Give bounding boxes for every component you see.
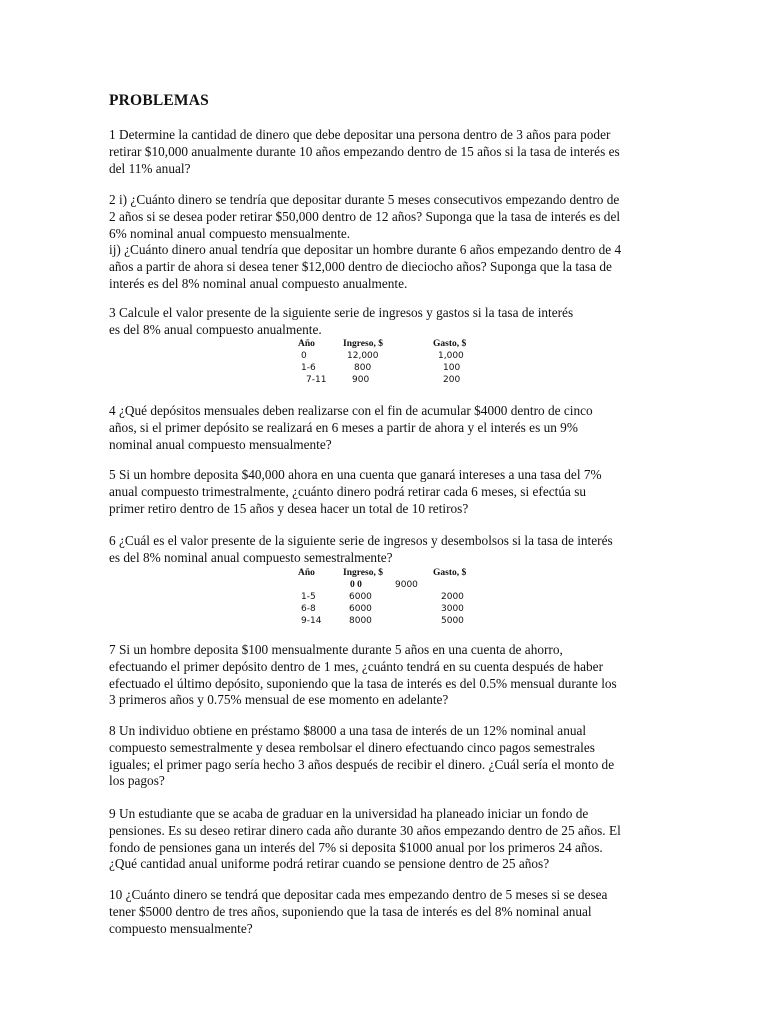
- table-cell: 6-8: [301, 604, 316, 614]
- problem-5: [109, 467, 669, 517]
- problem-4-line: años, si el primer depósito se realizará en 6 meses a partir de ahora y el interés es un 9%: [109, 419, 578, 435]
- problem-5-line: anual compuesto trimestralmente, ¿cuánto dinero podrá retirar cada 6 meses, si efectúa su: [109, 483, 587, 499]
- table-cell: 7-11: [306, 375, 327, 385]
- table-cell: 100: [443, 363, 461, 373]
- table-cell: 9000: [395, 580, 418, 590]
- problem-2-line: 2 i) ¿Cuánto dinero se tendría que depositar durante 5 meses consecutivos empezando dentro de: [109, 192, 620, 207]
- problem-1: [109, 127, 669, 177]
- problem-8-line: iguales; el primer pago sería hecho 3 años después de recibir el dinero. ¿Cuál sería el monto de: [109, 756, 615, 772]
- table-cell: 3000: [441, 604, 464, 614]
- table-cell: 6000: [349, 604, 372, 614]
- table-header: Ingreso, $: [343, 568, 383, 578]
- table-cell: 6000: [349, 592, 372, 602]
- problem-8-line: compuesto semestralmente y desea rembolsar el dinero efectuando cinco pagos semestrales: [109, 739, 595, 755]
- problem-3-line: es del 8% anual compuesto anualmente.: [109, 321, 322, 337]
- problem-2-line: interés es del 8% nominal anual compuesto anualmente.: [109, 275, 408, 291]
- problem-8: [109, 723, 669, 790]
- problem-9-line: fondo de pensiones gana un interés del 7% si deposita $1000 anual por los primeros 24 años.: [109, 839, 603, 855]
- problem-7-line: efectuando el primer depósito dentro de 1 mes, ¿cuánto tendrá en su cuenta después de haber: [109, 658, 604, 674]
- problem-2-line: 6% nominal anual compuesto mensualmente.: [109, 225, 351, 241]
- table-cell: 2000: [441, 592, 464, 602]
- problem-9-line: 9 Un estudiante que se acaba de graduar en la universidad ha planeado iniciar un fondo de: [109, 806, 589, 821]
- table-header: Gasto, $: [433, 568, 467, 578]
- problem-10-line: tener $5000 dentro de tres años, suponiendo que la tasa de interés es del 8% nominal anual: [109, 903, 592, 919]
- table-cell: 900: [352, 375, 370, 385]
- problem-4-line: nominal anual compuesto mensualmente?: [109, 436, 332, 452]
- problem-6-line: 6 ¿Cuál es el valor presente de la siguiente serie de ingresos y desembolsos si la tasa de interés: [109, 533, 613, 548]
- problem-1-line: 1 Determine la cantidad de dinero que debe depositar una persona dentro de 3 años para poder: [109, 127, 611, 142]
- problem-9: [109, 806, 669, 873]
- table-header: Ingreso, $: [343, 339, 383, 349]
- table-cell: 5000: [441, 616, 464, 626]
- problem-6-line: es del 8% nominal anual compuesto semestralmente?: [109, 549, 393, 565]
- problem-5-line: primer retiro dentro de 15 años y desea hacer un total de 10 retiros?: [109, 500, 469, 516]
- problem-3: [109, 305, 669, 339]
- table-cell: 0 0: [350, 580, 362, 590]
- table-cell: 12,000: [347, 351, 379, 361]
- problem-7: [109, 642, 669, 709]
- table-cell: 8000: [349, 616, 372, 626]
- problem-10-line: compuesto mensualmente?: [109, 920, 253, 936]
- table-cell: 1-5: [301, 592, 316, 602]
- problem-2: [109, 192, 669, 293]
- problem-5-line: 5 Si un hombre deposita $40,000 ahora en una cuenta que ganará intereses a una tasa del 7%: [109, 467, 602, 482]
- problem-9-line: pensiones. Es su deseo retirar dinero cada año durante 30 años empezando dentro de 25 años. El: [109, 822, 621, 838]
- table-cell: 800: [354, 363, 372, 373]
- problem-2-line: años a partir de ahora si desea tener $12,000 dentro de dieciocho años? Suponga que la tasa de: [109, 259, 612, 275]
- page-title: PROBLEMAS: [109, 92, 209, 109]
- problem-7-line: 7 Si un hombre deposita $100 mensualmente durante 5 años en una cuenta de ahorro,: [109, 642, 563, 657]
- problem-4-line: 4 ¿Qué depósitos mensuales deben realizarse con el fin de acumular $4000 dentro de cinco: [109, 403, 593, 418]
- table-cell: 1,000: [438, 351, 464, 361]
- problem-8-line: los pagos?: [109, 773, 165, 789]
- problem-2-line: 2 años si se desea poder retirar $50,000 dentro de 12 años? Suponga que la tasa de interés es del: [109, 208, 621, 224]
- table-header: Gasto, $: [433, 339, 467, 349]
- table-header: Año: [298, 568, 315, 578]
- problem-4: [109, 403, 669, 453]
- problem-7-line: 3 primeros años y 0.75% mensual de ese momento en adelante?: [109, 692, 449, 708]
- table-cell: 9-14: [301, 616, 322, 626]
- problem-1-line: retirar $10,000 anualmente durante 10 años empezando dentro de 15 años si la tasa de interés es: [109, 143, 620, 159]
- problem-10: [109, 887, 669, 937]
- table-cell: 1-6: [301, 363, 316, 373]
- table-header: Año: [298, 339, 315, 349]
- problem-3-line: 3 Calcule el valor presente de la siguiente serie de ingresos y gastos si la tasa de interés: [109, 305, 574, 320]
- problem-10-line: 10 ¿Cuánto dinero se tendrá que depositar cada mes empezando dentro de 5 meses si se desea: [109, 887, 608, 902]
- table-cell: 0: [301, 351, 307, 361]
- problem-7-line: efectuado el último depósito, suponiendo que la tasa de interés es del 0.5% mensual durante los: [109, 675, 617, 691]
- problem-9-line: ¿Qué cantidad anual uniforme podrá retirar cuando se pensione dentro de 25 años?: [109, 856, 550, 872]
- problem-1-line: del 11% anual?: [109, 160, 191, 176]
- problem-6: [109, 533, 669, 567]
- problem-8-line: 8 Un individuo obtiene en préstamo $8000 a una tasa de interés de un 12% nominal anual: [109, 723, 587, 738]
- problem-2-line: ij) ¿Cuánto dinero anual tendría que depositar un hombre durante 6 años empezando dentro de 4: [109, 242, 622, 258]
- table-cell: 200: [443, 375, 461, 385]
